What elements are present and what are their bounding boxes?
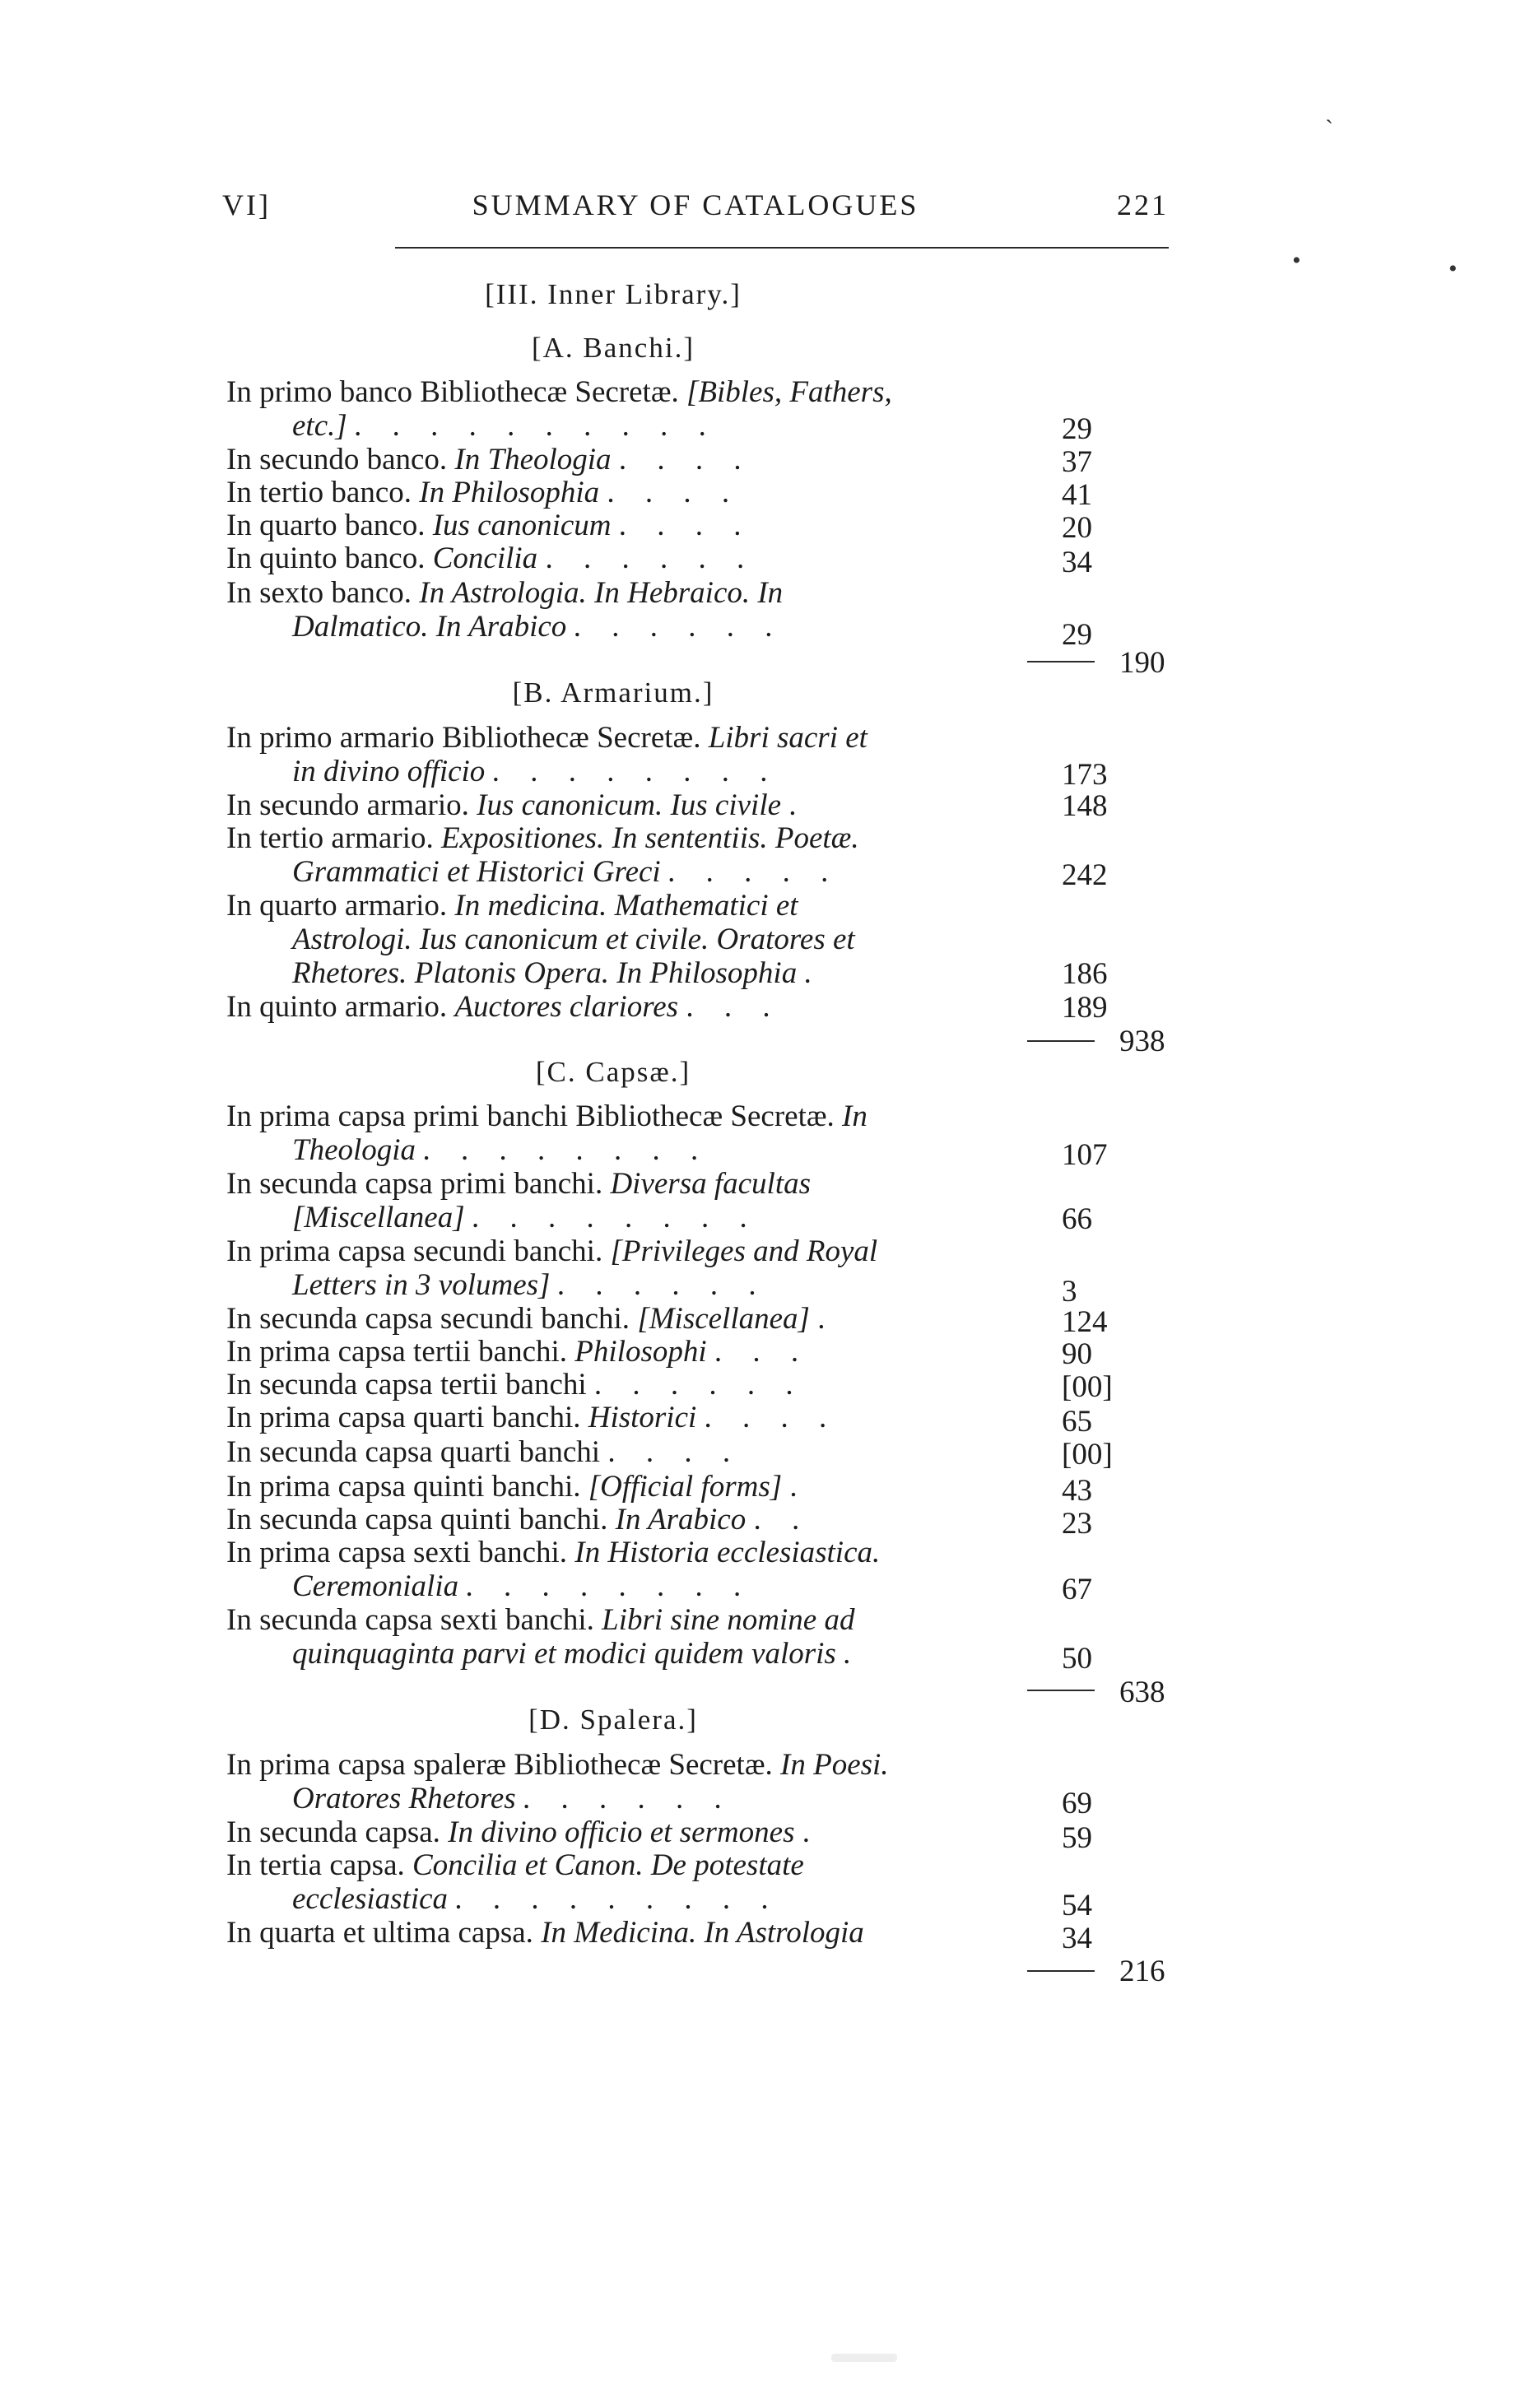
entry-count: 173 (1062, 758, 1108, 792)
catalogue-entry: In secunda capsa quinti banchi. In Arabico . . (226, 1503, 812, 1536)
entry-count: 41 (1062, 478, 1092, 512)
catalogue-entry: In primo banco Bibliothecæ Secretæ. [Bibles, Fathers, etc.] . . . . . . . . . . (226, 375, 892, 443)
catalogue-entry: In prima capsa sexti banchi. In Historia ecclesiastica. Ceremonialia . . . . . . . . (226, 1536, 881, 1603)
entry-count: 29 (1062, 412, 1092, 446)
catalogue-entry: In quarta et ultima capsa. In Medicina. In Astrologia (226, 1916, 864, 1950)
entry-count: [00] (1062, 1438, 1113, 1471)
header-rule (395, 247, 1169, 249)
catalogue-entry: In secunda capsa quarti banchi . . . . (226, 1435, 742, 1469)
chapter-number: VI] (222, 188, 271, 221)
total-rule (1027, 661, 1095, 662)
page-number: 221 (1117, 188, 1169, 221)
total-rule (1027, 1970, 1095, 1972)
catalogue-entry: In secundo armario. Ius canonicum. Ius civile . (226, 788, 808, 822)
entry-count: 242 (1062, 858, 1108, 892)
section-total: 938 (1119, 1025, 1165, 1058)
catalogue-entry: In quinto banco. Concilia . . . . . . (226, 542, 756, 575)
entry-count: 29 (1062, 618, 1092, 652)
scan-stamp (831, 2354, 897, 2362)
catalogue-entry: In primo armario Bibliothecæ Secretæ. Libri sacri et in divino officio . . . . . . . . (226, 721, 867, 788)
entry-count: [00] (1062, 1370, 1113, 1404)
entry-count: 59 (1062, 1821, 1092, 1855)
total-rule (1027, 1040, 1095, 1042)
running-header (222, 188, 1169, 229)
scan-speck: • (1292, 247, 1301, 274)
scan-speck: ˋ (1325, 115, 1333, 142)
entry-count: 186 (1062, 957, 1108, 991)
catalogue-entry: In prima capsa spaleræ Bibliothecæ Secretæ. In Poesi. Oratores Rhetores . . . . . . (226, 1748, 889, 1815)
catalogue-entry: In tertia capsa. Concilia et Canon. De potestate ecclesiastica . . . . . . . . . (226, 1848, 804, 1916)
section-total: 216 (1119, 1955, 1165, 1988)
catalogue-entry: In quarto banco. Ius canonicum . . . . (226, 509, 753, 542)
entry-count: 148 (1062, 789, 1108, 823)
entry-count: 34 (1062, 546, 1092, 579)
entry-count: 90 (1062, 1337, 1092, 1371)
entry-count: 43 (1062, 1474, 1092, 1508)
catalogue-entry: In secunda capsa secundi banchi. [Miscellanea] . (226, 1302, 837, 1336)
total-rule (1027, 1690, 1095, 1691)
entry-count: 54 (1062, 1889, 1092, 1922)
entry-count: 20 (1062, 511, 1092, 545)
section-total: 190 (1119, 646, 1165, 680)
subsection-heading: [A. Banchi.] (532, 332, 695, 364)
catalogue-entry: In tertio armario. Expositiones. In sententiis. Poetæ. Grammatici et Historici Greci . . . . . (226, 821, 859, 889)
entry-count: 65 (1062, 1405, 1092, 1439)
entry-count: 107 (1062, 1138, 1108, 1172)
entry-count: 37 (1062, 445, 1092, 479)
catalogue-entry: In prima capsa secundi banchi. [Privileges and Royal Letters in 3 volumes] . . . . . . (226, 1234, 878, 1302)
entry-count: 189 (1062, 991, 1108, 1025)
entry-count: 50 (1062, 1642, 1092, 1676)
subsection-heading: [D. Spalera.] (528, 1704, 698, 1736)
catalogue-entry: In secunda capsa primi banchi. Diversa facultas [Miscellanea] . . . . . . . . (226, 1167, 812, 1234)
section-total: 638 (1119, 1676, 1165, 1709)
subsection-heading: [B. Armarium.] (512, 676, 714, 709)
catalogue-entry: In quarto armario. In medicina. Mathematici et Astrologi. Ius canonicum et civile. Oratores et Rhetores. Platonis Opera. In Philosophia . (226, 889, 855, 990)
subsection-heading: [C. Capsæ.] (535, 1056, 691, 1088)
catalogue-entry: In prima capsa quarti banchi. Historici . . . . (226, 1401, 839, 1434)
running-title: SUMMARY OF CATALOGUES (472, 188, 919, 221)
catalogue-entry: In secunda capsa sexti banchi. Libri sine nomine ad quinquaginta parvi et modici quidem valoris . (226, 1603, 863, 1671)
catalogue-entry: In secundo banco. In Theologia . . . . (226, 443, 753, 476)
scan-speck: • (1449, 255, 1458, 282)
section-heading: [III. Inner Library.] (485, 278, 742, 310)
catalogue-entry: In prima capsa tertii banchi. Philosophi . . . (226, 1335, 811, 1369)
entry-count: 124 (1062, 1305, 1108, 1339)
entry-count: 69 (1062, 1787, 1092, 1820)
entry-count: 3 (1062, 1275, 1077, 1309)
entry-count: 23 (1062, 1507, 1092, 1541)
entry-count: 34 (1062, 1922, 1092, 1955)
catalogue-entry: In secunda capsa. In divino officio et sermones . (226, 1815, 821, 1849)
catalogue-entry: In prima capsa quinti banchi. [Official forms] . (226, 1470, 809, 1504)
entry-count: 66 (1062, 1202, 1092, 1236)
catalogue-entry: In tertio banco. In Philosophia . . . . (226, 476, 742, 509)
catalogue-entry: In secunda capsa tertii banchi . . . . . . (226, 1368, 805, 1402)
catalogue-entry: In sexto banco. In Astrologia. In Hebraico. In Dalmatico. In Arabico . . . . . . (226, 576, 785, 644)
catalogue-entry: In quinto armario. Auctores clariores . . . (226, 990, 782, 1024)
entry-count: 67 (1062, 1573, 1092, 1606)
catalogue-entry: In prima capsa primi banchi Bibliothecæ Secretæ. In Theologia . . . . . . . . (226, 1099, 867, 1167)
